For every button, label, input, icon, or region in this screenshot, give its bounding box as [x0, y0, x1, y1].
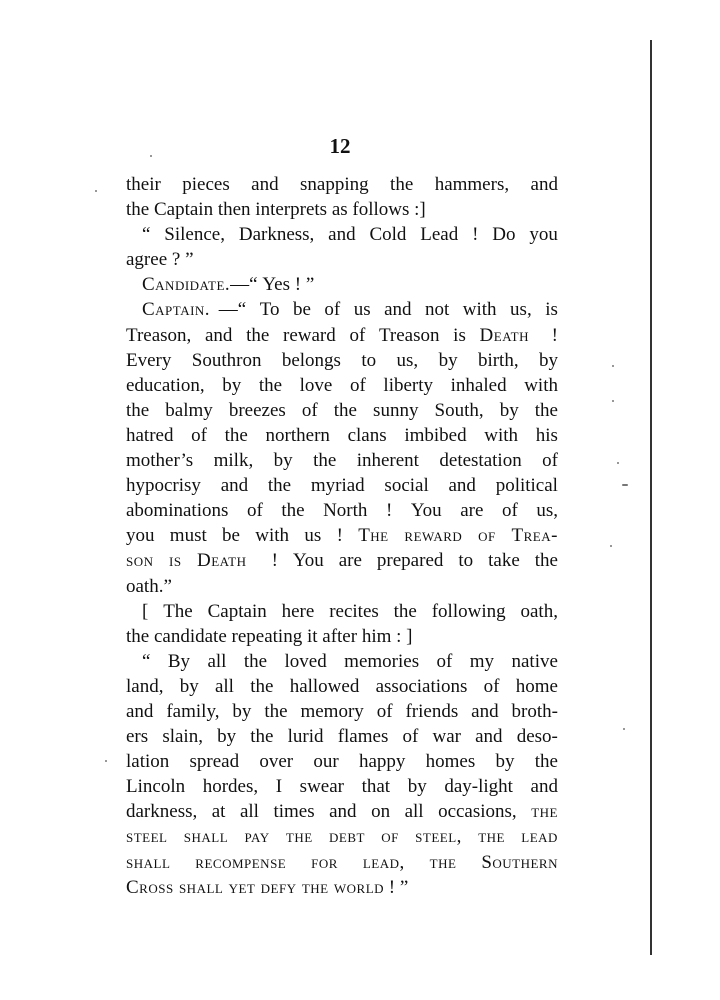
small-caps-word: shall	[178, 876, 229, 898]
text-line	[126, 548, 558, 573]
word: agree	[126, 249, 172, 271]
word: the	[393, 600, 422, 622]
word: sunny	[373, 399, 424, 421]
scan-speck	[105, 760, 107, 762]
text-line	[126, 824, 558, 849]
word: breezes	[228, 399, 291, 421]
word: by	[232, 700, 257, 722]
text-line	[126, 724, 558, 749]
word: liberty	[383, 374, 438, 396]
small-caps-word: Southern	[481, 851, 558, 873]
word: and	[384, 299, 417, 321]
word: swear	[299, 776, 349, 798]
small-caps-word: lead	[521, 826, 558, 848]
word: after	[322, 625, 362, 647]
small-caps-word: of	[381, 826, 405, 848]
scan-speck	[622, 484, 628, 486]
word: then	[217, 199, 256, 221]
word: the	[126, 399, 154, 421]
word: Silence,	[164, 224, 230, 246]
word: native	[511, 650, 558, 672]
word: the	[267, 475, 296, 497]
word: lurid	[287, 726, 329, 748]
word: and	[126, 700, 159, 722]
word: Do	[492, 224, 521, 246]
text-line	[126, 624, 558, 649]
small-caps-word: the	[478, 826, 511, 848]
word	[257, 548, 262, 573]
small-caps-word: recompense	[195, 851, 292, 873]
word: hallowed	[289, 675, 365, 697]
word: following	[431, 600, 511, 622]
word: I	[275, 776, 287, 798]
word: the	[534, 550, 558, 572]
word: birth,	[477, 349, 524, 371]
small-caps-word: lead,	[362, 851, 410, 873]
word: all	[214, 675, 239, 697]
word: happy	[358, 751, 411, 773]
word: it	[306, 625, 323, 647]
word: all	[239, 801, 264, 823]
word: education,	[126, 374, 210, 396]
word: [	[142, 600, 154, 622]
word: the	[250, 726, 279, 748]
word: reward	[283, 324, 341, 346]
word: that	[361, 776, 395, 798]
word: social	[384, 475, 434, 497]
word: !	[385, 500, 398, 522]
word: the	[250, 675, 279, 697]
word: you	[126, 525, 160, 547]
word: not	[425, 299, 455, 321]
word: you	[529, 224, 558, 246]
small-caps-word: the	[301, 876, 334, 898]
text-line	[126, 850, 558, 875]
word: the	[126, 199, 154, 221]
word: :]	[414, 199, 426, 221]
word: the	[534, 399, 558, 421]
word: all	[404, 801, 429, 823]
word: of	[349, 374, 371, 396]
word: and	[530, 174, 558, 195]
word: !	[294, 274, 306, 296]
word: repeating	[231, 625, 307, 647]
word: the	[313, 450, 342, 472]
text-line	[126, 448, 558, 473]
word: clans	[347, 424, 392, 446]
word: day-light	[444, 776, 518, 798]
word: the	[281, 500, 310, 522]
small-caps-word: pay	[244, 826, 275, 848]
word: with	[524, 374, 558, 396]
small-caps-word: The	[358, 525, 394, 547]
small-caps-word: reward	[404, 525, 468, 547]
small-caps-word: Candidate.	[142, 274, 231, 296]
word: spread	[189, 751, 244, 773]
word: hordes,	[202, 776, 263, 798]
word: Captain	[153, 199, 218, 221]
word: by	[217, 726, 241, 748]
word: the	[258, 374, 287, 396]
word: to	[458, 550, 478, 572]
word: of	[376, 700, 398, 722]
word: By	[167, 650, 195, 672]
word: darkness,	[126, 801, 202, 823]
word: Southron	[191, 349, 267, 371]
small-caps-word: the	[429, 851, 462, 873]
small-caps-word: the	[285, 826, 318, 848]
text-line	[126, 649, 558, 674]
word: of	[349, 324, 371, 346]
text-line	[126, 523, 558, 548]
word: by	[222, 374, 246, 396]
word: and	[204, 324, 238, 346]
word: to	[361, 349, 381, 371]
word: my	[469, 650, 499, 672]
text-line	[126, 297, 558, 322]
word: us,	[536, 500, 558, 522]
word: ”	[399, 876, 409, 898]
word: myriad	[310, 475, 370, 497]
word: us	[304, 525, 327, 547]
word: and	[251, 174, 284, 195]
text-line	[126, 272, 558, 297]
scan-speck	[95, 190, 97, 192]
word: belongs	[281, 349, 346, 371]
word: Cold	[369, 224, 412, 246]
word: mother’s	[126, 450, 198, 472]
text-line	[126, 674, 558, 699]
word: milk,	[213, 450, 258, 472]
word: us,	[396, 349, 423, 371]
word: homes	[425, 751, 481, 773]
word: abominations	[126, 500, 234, 522]
word: occasions,	[438, 801, 522, 823]
text-line	[126, 222, 558, 247]
word: North	[323, 500, 373, 522]
word: home	[515, 675, 558, 697]
word: !	[336, 525, 348, 547]
word: —“	[218, 299, 251, 321]
word: on	[371, 801, 395, 823]
word: the	[333, 399, 362, 421]
word: !	[472, 224, 484, 246]
word: :	[396, 625, 407, 647]
word: of	[246, 500, 268, 522]
word: be	[222, 525, 245, 547]
word: and	[329, 801, 362, 823]
text-line	[126, 348, 558, 373]
word: oath,	[520, 600, 558, 622]
small-caps-word: steel,	[415, 826, 468, 848]
small-caps-word: world	[333, 876, 385, 898]
word: times	[273, 801, 320, 823]
scan-speck	[617, 462, 619, 464]
text-line	[126, 323, 558, 348]
word: love	[299, 374, 338, 396]
word: “	[142, 650, 156, 672]
word: and	[475, 726, 508, 748]
word: —“	[230, 274, 263, 296]
word: by	[407, 776, 432, 798]
word: You	[292, 550, 329, 572]
word: him	[361, 625, 397, 647]
word: with	[484, 424, 523, 446]
small-caps-word: Death	[479, 324, 529, 346]
text-line	[126, 749, 558, 774]
word: by	[438, 349, 463, 371]
word: detestation	[439, 450, 527, 472]
word: land,	[126, 675, 169, 697]
word: Lead	[420, 224, 463, 246]
word: friends	[405, 700, 463, 722]
word: and	[471, 700, 504, 722]
word: by	[499, 399, 524, 421]
small-caps-word: for	[311, 851, 344, 873]
word: balmy	[165, 399, 218, 421]
word: and	[220, 475, 253, 497]
word: by	[495, 751, 520, 773]
word: northern	[265, 424, 335, 446]
word: by	[179, 675, 204, 697]
word: of	[324, 299, 345, 321]
word: the	[264, 700, 293, 722]
word: !	[388, 876, 400, 898]
word: war	[432, 726, 466, 748]
word: prepared	[376, 550, 449, 572]
text-line	[126, 197, 558, 222]
small-caps-word: Death	[197, 550, 247, 572]
word: the	[126, 625, 154, 647]
word: be	[292, 299, 316, 321]
scan-speck	[612, 365, 614, 367]
word: their	[126, 174, 166, 195]
word: The	[163, 600, 198, 622]
small-caps-word: shall	[126, 851, 176, 873]
text-line	[126, 498, 558, 523]
small-caps-word: shall	[183, 826, 234, 848]
word: South,	[434, 399, 489, 421]
word: You	[410, 500, 447, 522]
word: ers	[126, 726, 153, 748]
word: us,	[510, 299, 537, 321]
text-line	[126, 699, 558, 724]
word: and	[448, 475, 481, 497]
word: ?	[171, 249, 186, 271]
word: ”	[305, 274, 315, 296]
word: hatred	[126, 424, 179, 446]
text-line	[126, 398, 558, 423]
word: loved	[284, 650, 332, 672]
scan-speck	[612, 400, 614, 402]
word: ]	[406, 625, 413, 647]
word: Treason,	[126, 324, 197, 346]
word: Treason	[378, 324, 445, 346]
text-line	[126, 247, 558, 272]
word: follows	[352, 199, 415, 221]
word: deso-	[516, 726, 558, 748]
word: of	[436, 650, 458, 672]
word: here	[281, 600, 320, 622]
word	[538, 323, 543, 348]
word: is	[453, 324, 471, 346]
word: slain,	[162, 726, 208, 748]
word: of	[483, 675, 505, 697]
page-edge-line	[650, 40, 652, 955]
word: by	[538, 349, 558, 371]
word: broth-	[511, 700, 558, 722]
word: “	[142, 224, 156, 246]
word: with	[255, 525, 294, 547]
text-line	[126, 599, 558, 624]
word: the	[243, 650, 272, 672]
word: Darkness,	[238, 224, 320, 246]
text-line	[126, 574, 558, 599]
word: imbibed	[404, 424, 472, 446]
word: memories	[344, 650, 424, 672]
word: flames	[337, 726, 394, 748]
word: candidate	[153, 625, 232, 647]
word: lation	[126, 751, 175, 773]
word: is	[545, 299, 558, 321]
word: his	[535, 424, 558, 446]
word: with	[462, 299, 502, 321]
word: are	[338, 550, 367, 572]
small-caps-word: Trea-	[511, 525, 558, 547]
word: the	[246, 324, 275, 346]
word: of	[191, 424, 212, 446]
body-text	[126, 172, 558, 900]
word: oath.”	[126, 575, 172, 597]
word: hammers,	[434, 174, 514, 195]
word: political	[495, 475, 558, 497]
word: the	[534, 751, 558, 773]
small-caps-word: son	[126, 550, 159, 572]
small-caps-word: Captain.	[142, 299, 211, 321]
word: snapping	[300, 174, 374, 195]
small-caps-word: of	[478, 525, 501, 547]
word: family,	[166, 700, 225, 722]
word: the	[390, 174, 419, 195]
word: all	[207, 650, 232, 672]
word: of	[402, 726, 424, 748]
word: inherent	[356, 450, 424, 472]
word: at	[211, 801, 231, 823]
word: over	[259, 751, 298, 773]
small-caps-word: debt	[328, 826, 371, 848]
word: Yes	[262, 274, 295, 296]
text-line	[126, 423, 558, 448]
text-line	[126, 875, 558, 900]
word: by	[273, 450, 298, 472]
small-caps-word: is	[168, 550, 187, 572]
scan-speck	[150, 155, 152, 157]
word: our	[313, 751, 344, 773]
text-line	[126, 799, 558, 824]
small-caps-word: steel	[126, 826, 173, 848]
word: are	[460, 500, 489, 522]
word: Captain	[207, 600, 272, 622]
word: !	[271, 550, 283, 572]
text-line	[126, 774, 558, 799]
word: To	[259, 299, 285, 321]
word: associations	[375, 675, 473, 697]
word: recites	[329, 600, 384, 622]
word: us	[353, 299, 376, 321]
scan-speck	[623, 728, 625, 730]
word: inhaled	[450, 374, 512, 396]
word: of	[542, 450, 558, 472]
word: and	[530, 776, 558, 798]
word: hypocrisy	[126, 475, 206, 497]
word: as	[331, 199, 353, 221]
word: of	[301, 399, 323, 421]
word: the	[224, 424, 253, 446]
word: memory	[300, 700, 369, 722]
word: ”	[185, 249, 194, 271]
word: and	[328, 224, 361, 246]
word: pieces	[182, 174, 235, 195]
word: take	[488, 550, 525, 572]
page-number: 12	[329, 134, 351, 158]
text-line	[126, 172, 558, 197]
small-caps-word: Cross	[126, 876, 179, 898]
small-caps-word: the	[531, 801, 558, 823]
text-line	[126, 373, 558, 398]
word: interprets	[255, 199, 332, 221]
word: Every	[126, 349, 177, 371]
word: must	[169, 525, 212, 547]
small-caps-word: defy	[260, 876, 302, 898]
word: !	[551, 324, 558, 346]
word: of	[501, 500, 523, 522]
scan-speck	[610, 545, 612, 547]
small-caps-word: yet	[228, 876, 261, 898]
word: Lincoln	[126, 776, 190, 798]
text-line	[126, 473, 558, 498]
